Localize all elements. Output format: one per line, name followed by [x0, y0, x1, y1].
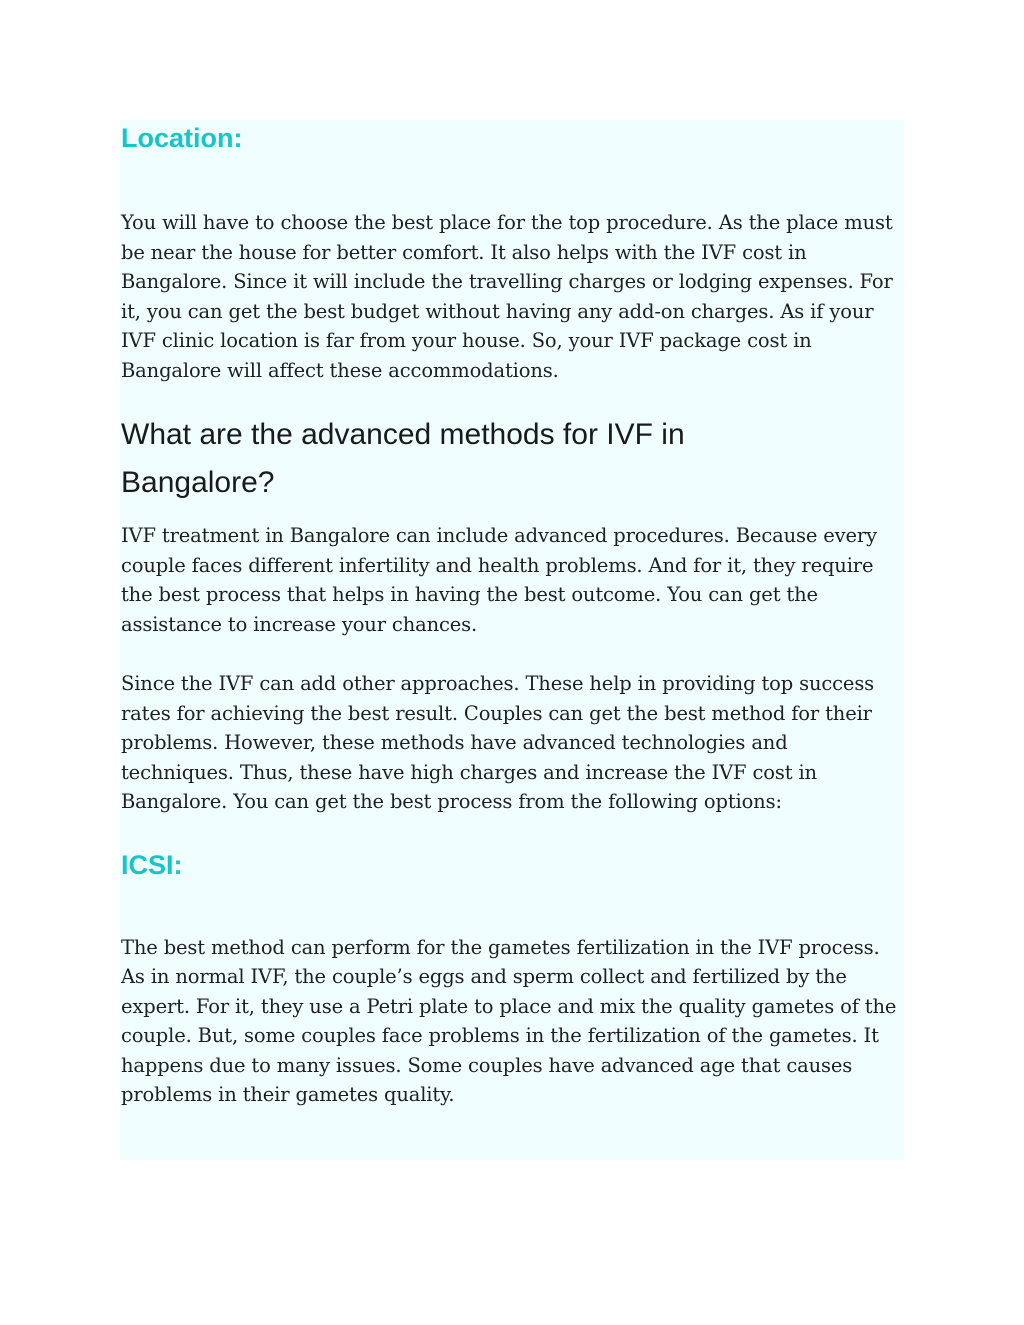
icsi-heading: ICSI: [121, 849, 183, 880]
location-heading: Location: [121, 123, 243, 153]
icsi-paragraph: The best method can perform for the gametes fertilization in the IVF process. As in normal IVF, the couple’s eggs and sperm collect and fertilized by the expert. For it, they use a Petri plate to place and mix the quality gametes of the couple. But, some couples face problems in the fertilization of the gametes. It happens due to many issues. Some couples have advanced age that causes problems in their gametes quality. [121, 935, 897, 1106]
document-content [121, 120, 906, 1110]
advanced-methods-paragraph-1: IVF treatment in Bangalore can include advanced procedures. Because every couple faces different infertility and health problems. And for it, they require the best process that helps in having the best outcome. You can get the assistance to increase your chances. [121, 524, 877, 636]
location-paragraph: You will have to choose the best place for the top procedure. As the place must be near the house for better comfort. It also helps with the IVF cost in Bangalore. Since it will include the travelling charges or lodging expenses. For it, you can get the best budget without having any add-on charges. As if your IVF clinic location is far from your house. So, your IVF package cost in Bangalore will affect these accommodations. [121, 211, 893, 382]
advanced-methods-heading: What are the advanced methods for IVF in Bangalore? [121, 418, 685, 499]
advanced-methods-paragraph-2: Since the IVF can add other approaches. These help in providing top success rates for achieving the best result. Couples can get the best method for their problems. However, these methods have advanced technologies and techniques. Thus, these have high charges and increase the IVF cost in Bangalore. You can get the best process from the following options: [121, 672, 875, 813]
